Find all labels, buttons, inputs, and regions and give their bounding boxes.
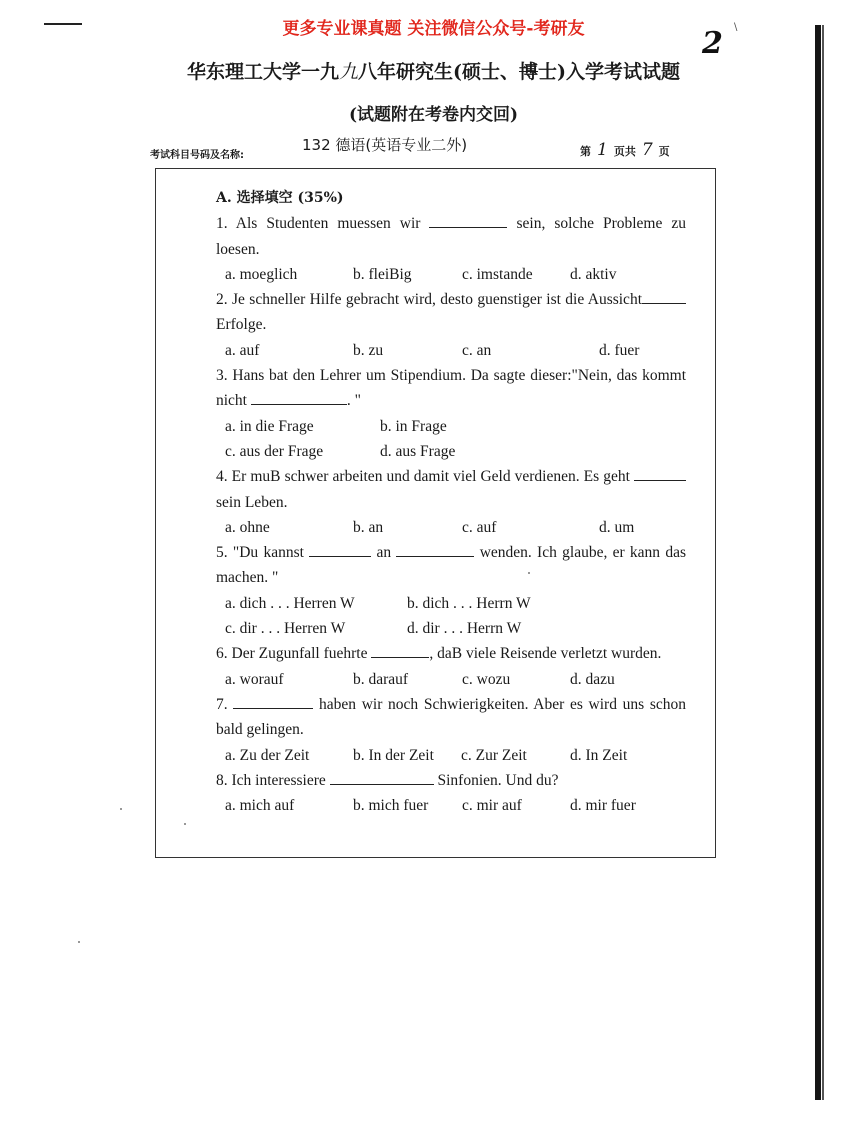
question-text: . " — [346, 392, 361, 410]
scan-edge-bar-thin — [822, 25, 824, 1100]
exam-title — [0, 57, 867, 84]
question-2 — [216, 287, 686, 338]
answer-blank[interactable] — [642, 289, 686, 304]
question-list — [216, 186, 686, 818]
option[interactable]: c. dir . . . Herren W — [225, 620, 346, 638]
question-text: , daB viele Reisende verletzt wurden. — [429, 645, 662, 663]
question-6 — [216, 641, 686, 666]
answer-blank[interactable] — [429, 213, 507, 228]
question-text: 5. "Du kannst — [216, 544, 304, 562]
answer-blank[interactable] — [233, 694, 313, 709]
subject-label: 考试科目号码及名称: — [150, 150, 244, 161]
option[interactable]: d. aktiv — [570, 265, 617, 283]
answer-blank[interactable] — [251, 390, 347, 405]
question-text: sein Leben. — [216, 493, 288, 511]
option[interactable]: b. mich fuer — [353, 797, 429, 815]
options-row — [216, 262, 686, 287]
option[interactable]: c. aus der Frage — [225, 442, 324, 460]
option[interactable]: c. Zur Zeit — [461, 746, 527, 764]
question-text: haben wir noch Schwierigkeiten. Aber es wird uns schon bald gelingen. — [216, 695, 687, 739]
question-text: 8. Ich interessiere — [216, 771, 326, 789]
title-prefix: 华东理工大学一九 — [186, 61, 339, 83]
question-text: 4. Er muB schwer arbeiten und damit viel Geld verdienen. Es geht — [216, 468, 630, 486]
option[interactable]: d. fuer — [599, 341, 640, 359]
option[interactable]: a. moeglich — [225, 265, 298, 283]
option[interactable]: c. auf — [462, 518, 497, 536]
answer-blank[interactable] — [634, 466, 686, 481]
question-1 — [216, 211, 686, 262]
question-7 — [216, 692, 686, 743]
scan-mark-tick: \ — [734, 22, 738, 33]
options-row — [216, 793, 686, 818]
answer-blank[interactable] — [309, 542, 371, 557]
options-row — [216, 591, 686, 616]
question-5 — [216, 540, 686, 591]
option[interactable]: c. wozu — [462, 670, 511, 688]
answer-blank[interactable] — [330, 770, 434, 785]
option[interactable]: b. an — [353, 518, 384, 536]
option[interactable]: d. dir . . . Herrn W — [407, 620, 522, 638]
options-row — [216, 439, 686, 464]
option[interactable]: d. In Zeit — [570, 746, 628, 764]
option[interactable]: a. in die Frage — [225, 417, 314, 435]
question-text: Erfolge. — [216, 316, 267, 334]
option[interactable]: a. Zu der Zeit — [225, 746, 310, 764]
option[interactable]: d. mir fuer — [570, 797, 636, 815]
question-text: sein, solche Probleme zu loesen. — [216, 215, 687, 258]
options-row — [216, 616, 686, 641]
option[interactable]: a. dich . . . Herren W — [225, 594, 355, 612]
question-8 — [216, 768, 686, 793]
option[interactable]: d. um — [599, 518, 635, 536]
title-struck-char: 博 — [519, 61, 539, 83]
page-indicator — [580, 140, 670, 160]
option[interactable]: d. dazu — [570, 670, 615, 688]
question-text: 2. Je schneller Hilfe gebracht wird, desto guenstiger ist die Aussicht — [216, 291, 642, 309]
question-text: 6. Der Zugunfall fuehrte — [216, 645, 368, 663]
option[interactable]: c. imstande — [462, 265, 533, 283]
page-prefix: 第 — [580, 145, 591, 158]
title-suffix: 士)入学考试试题 — [538, 61, 681, 83]
question-text: wenden. Ich glaube, er kann das machen. " — [216, 544, 686, 587]
question-4 — [216, 464, 686, 515]
corner-page-number: 2 — [702, 26, 723, 61]
title-middle: 八年研究生(硕士、 — [358, 61, 519, 83]
option[interactable]: b. zu — [353, 341, 384, 359]
page-middle: 页共 — [613, 145, 636, 158]
promo-banner: 更多专业课真题 关注微信公众号-考研友 — [282, 19, 585, 39]
page-current: 1 — [597, 140, 608, 160]
exam-subtitle: (试题附在考卷内交回) — [348, 105, 519, 125]
scan-speck — [78, 941, 80, 943]
options-row — [216, 414, 686, 439]
options-row — [216, 743, 686, 768]
subject-name: 德语(英语专业二外) — [335, 136, 468, 154]
option[interactable]: a. mich auf — [225, 797, 295, 815]
section-title: A. 选择填空 (35%) — [216, 190, 344, 206]
title-handwritten-correction: 九 — [338, 61, 358, 83]
option[interactable]: c. an — [462, 341, 492, 359]
option[interactable]: d. aus Frage — [380, 442, 456, 460]
option[interactable]: b. dich . . . Herrn W — [407, 594, 531, 612]
question-text: 1. Als Studenten muessen wir — [216, 215, 421, 233]
answer-blank[interactable] — [371, 643, 429, 658]
option[interactable]: b. darauf — [353, 670, 409, 688]
page-total: 7 — [641, 140, 653, 160]
option[interactable]: b. in Frage — [380, 417, 447, 435]
option[interactable]: b. fleiBig — [353, 265, 412, 283]
question-text: 7. — [216, 695, 228, 713]
options-row — [216, 338, 686, 363]
scan-speck — [120, 808, 122, 810]
question-text: an — [376, 544, 392, 562]
question-text: Sinfonien. Und du? — [437, 771, 559, 789]
option[interactable]: b. In der Zeit — [353, 746, 434, 764]
page-suffix: 页 — [658, 145, 670, 158]
option[interactable]: a. ohne — [225, 518, 270, 536]
options-row — [216, 515, 686, 540]
option[interactable]: a. auf — [225, 341, 260, 359]
option[interactable]: a. worauf — [225, 670, 284, 688]
question-text: 3. Hans bat den Lehrer um Stipendium. Da sagte dieser:"Nein, das kommt nicht — [216, 367, 686, 410]
subject-code: 132 — [302, 136, 331, 154]
subject-info — [302, 134, 467, 155]
answer-blank[interactable] — [396, 542, 474, 557]
scan-edge-bar — [815, 25, 821, 1100]
options-row — [216, 667, 686, 692]
question-3 — [216, 363, 686, 414]
option[interactable]: c. mir auf — [462, 797, 522, 815]
